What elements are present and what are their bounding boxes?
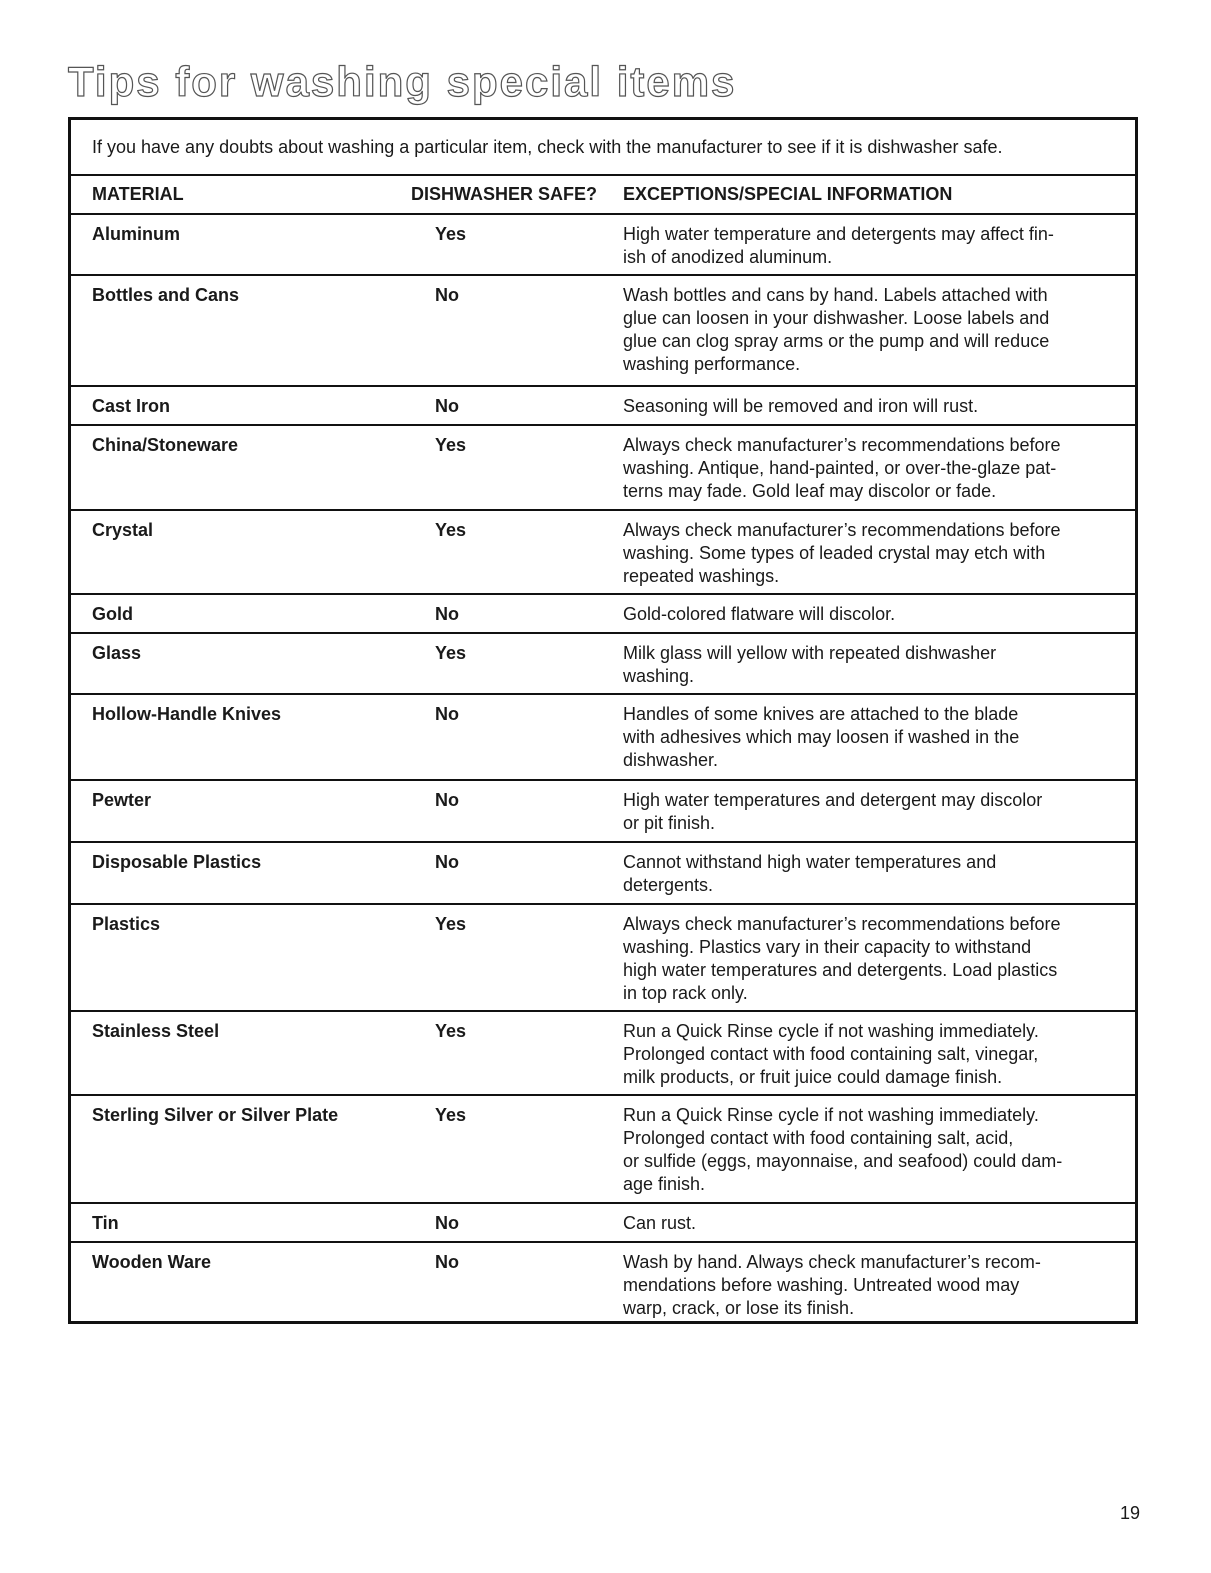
exceptions-line: or pit finish. — [623, 813, 716, 833]
exceptions-cell — [623, 1251, 1135, 1327]
dishwasher-safe-cell: Yes — [435, 520, 467, 540]
dishwasher-safe-cell: No — [435, 396, 459, 416]
exceptions-line: Cannot withstand high water temperatures and — [623, 852, 997, 872]
header-exceptions: EXCEPTIONS/SPECIAL INFORMATION — [623, 184, 953, 204]
exceptions-line: Always check manufacturer’s recommendations before — [623, 520, 1061, 540]
exceptions-line: Prolonged contact with food containing salt, acid, — [623, 1128, 1014, 1148]
exceptions-line: Wash by hand. Always check manufacturer’s recom- — [623, 1252, 1041, 1272]
table-row — [71, 634, 1135, 695]
exceptions-line: terns may fade. Gold leaf may discolor or fade. — [623, 481, 997, 501]
exceptions-line: washing. Plastics vary in their capacity to withstand — [623, 937, 1032, 957]
header-dishwasher-safe: DISHWASHER SAFE? — [411, 184, 598, 204]
exceptions-cell — [623, 223, 1135, 274]
table-row — [71, 1012, 1135, 1096]
dishwasher-safe-cell: Yes — [435, 1105, 467, 1125]
dishwasher-safe-cell: No — [435, 604, 459, 624]
exceptions-line: Can rust. — [623, 1213, 697, 1233]
exceptions-line: ish of anodized aluminum. — [623, 247, 833, 267]
exceptions-cell — [623, 1212, 1135, 1241]
page-number: 19 — [1120, 1503, 1141, 1523]
material-cell: Bottles and Cans — [92, 285, 240, 305]
table-row — [71, 387, 1135, 426]
exceptions-line: Run a Quick Rinse cycle if not washing immediately. — [623, 1021, 1039, 1041]
exceptions-cell — [623, 284, 1135, 385]
table-row — [71, 1204, 1135, 1243]
exceptions-cell — [623, 913, 1135, 1010]
exceptions-line: Gold-colored flatware will discolor. — [623, 604, 896, 624]
exceptions-cell — [623, 1104, 1135, 1202]
exceptions-cell — [623, 642, 1135, 693]
exceptions-line: glue can clog spray arms or the pump and will reduce — [623, 331, 1050, 351]
exceptions-cell — [623, 1020, 1135, 1094]
material-cell: Sterling Silver or Silver Plate — [92, 1105, 339, 1125]
table-row — [71, 276, 1135, 387]
table-body — [71, 215, 1135, 1327]
dishwasher-safe-cell: No — [435, 1252, 459, 1272]
table-row — [71, 215, 1135, 276]
table-row — [71, 905, 1135, 1012]
exceptions-cell — [623, 851, 1135, 903]
exceptions-cell — [623, 789, 1135, 841]
exceptions-cell — [623, 603, 1135, 632]
header-material: MATERIAL — [92, 184, 184, 204]
exceptions-line: Prolonged contact with food containing salt, vinegar, — [623, 1044, 1039, 1064]
exceptions-line: in top rack only. — [623, 983, 748, 1003]
table-header-row — [71, 176, 1135, 215]
material-cell: Stainless Steel — [92, 1021, 220, 1041]
exceptions-line: Wash bottles and cans by hand. Labels attached with — [623, 285, 1048, 305]
exceptions-line: or sulfide (eggs, mayonnaise, and seafood) could dam- — [623, 1151, 1063, 1171]
material-cell: Pewter — [92, 790, 152, 810]
table-row — [71, 511, 1135, 595]
dishwasher-safe-cell: No — [435, 1213, 459, 1233]
dishwasher-safe-cell: Yes — [435, 914, 467, 934]
exceptions-line: washing. Antique, hand-painted, or over-the-glaze pat- — [623, 458, 1057, 478]
special-items-table — [68, 117, 1138, 1324]
table-row — [71, 843, 1135, 905]
exceptions-line: Always check manufacturer’s recommendations before — [623, 435, 1061, 455]
material-cell: Hollow-Handle Knives — [92, 704, 282, 724]
exceptions-line: mendations before washing. Untreated wood may — [623, 1275, 1020, 1295]
dishwasher-safe-cell: No — [435, 790, 459, 810]
table-row — [71, 595, 1135, 634]
exceptions-line: detergents. — [623, 875, 714, 895]
exceptions-line: washing performance. — [623, 354, 801, 374]
table-row — [71, 426, 1135, 511]
dishwasher-safe-cell: No — [435, 285, 459, 305]
material-cell: Wooden Ware — [92, 1252, 212, 1272]
material-cell: China/Stoneware — [92, 435, 239, 455]
exceptions-line: milk products, or fruit juice could damage finish. — [623, 1067, 1003, 1087]
exceptions-line: dishwasher. — [623, 750, 719, 770]
material-cell: Crystal — [92, 520, 154, 540]
exceptions-line: Handles of some knives are attached to the blade — [623, 704, 1019, 724]
exceptions-line: washing. Some types of leaded crystal may etch with — [623, 543, 1046, 563]
dishwasher-safe-cell: Yes — [435, 435, 467, 455]
dishwasher-safe-cell: Yes — [435, 224, 467, 244]
dishwasher-safe-cell: No — [435, 852, 459, 872]
exceptions-line: Always check manufacturer’s recommendations before — [623, 914, 1061, 934]
material-cell: Glass — [92, 643, 142, 663]
exceptions-line: Seasoning will be removed and iron will rust. — [623, 396, 979, 416]
exceptions-line: High water temperature and detergents may affect fin- — [623, 224, 1054, 244]
exceptions-line: high water temperatures and detergents. Load plastics — [623, 960, 1058, 980]
exceptions-cell — [623, 434, 1135, 509]
exceptions-line: warp, crack, or lose its finish. — [623, 1298, 855, 1318]
table-row — [71, 1096, 1135, 1204]
table-row — [71, 1243, 1135, 1327]
exceptions-cell — [623, 395, 1135, 424]
exceptions-line: with adhesives which may loosen if washed in the — [623, 727, 1020, 747]
exceptions-line: repeated washings. — [623, 566, 780, 586]
exceptions-cell — [623, 519, 1135, 593]
material-cell: Aluminum — [92, 224, 180, 244]
material-cell: Disposable Plastics — [92, 852, 262, 872]
dishwasher-safe-cell: Yes — [435, 643, 467, 663]
exceptions-line: washing. — [623, 666, 695, 686]
dishwasher-safe-cell: Yes — [435, 1021, 467, 1041]
page-title: Tips for washing special items — [68, 58, 737, 105]
material-cell: Gold — [92, 604, 133, 624]
material-cell: Tin — [92, 1213, 119, 1233]
dishwasher-safe-cell: No — [435, 704, 459, 724]
exceptions-line: age finish. — [623, 1174, 706, 1194]
exceptions-line: glue can loosen in your dishwasher. Loose labels and — [623, 308, 1050, 328]
material-cell: Plastics — [92, 914, 161, 934]
table-row — [71, 695, 1135, 781]
exceptions-line: High water temperatures and detergent may discolor — [623, 790, 1043, 810]
exceptions-line: Milk glass will yellow with repeated dishwasher — [623, 643, 997, 663]
table-row — [71, 781, 1135, 843]
exceptions-cell — [623, 703, 1135, 779]
material-cell: Cast Iron — [92, 396, 171, 416]
intro-text: If you have any doubts about washing a particular item, check with the manufacturer to see if it is dishwasher safe. — [71, 120, 1135, 176]
exceptions-line: Run a Quick Rinse cycle if not washing immediately. — [623, 1105, 1039, 1125]
